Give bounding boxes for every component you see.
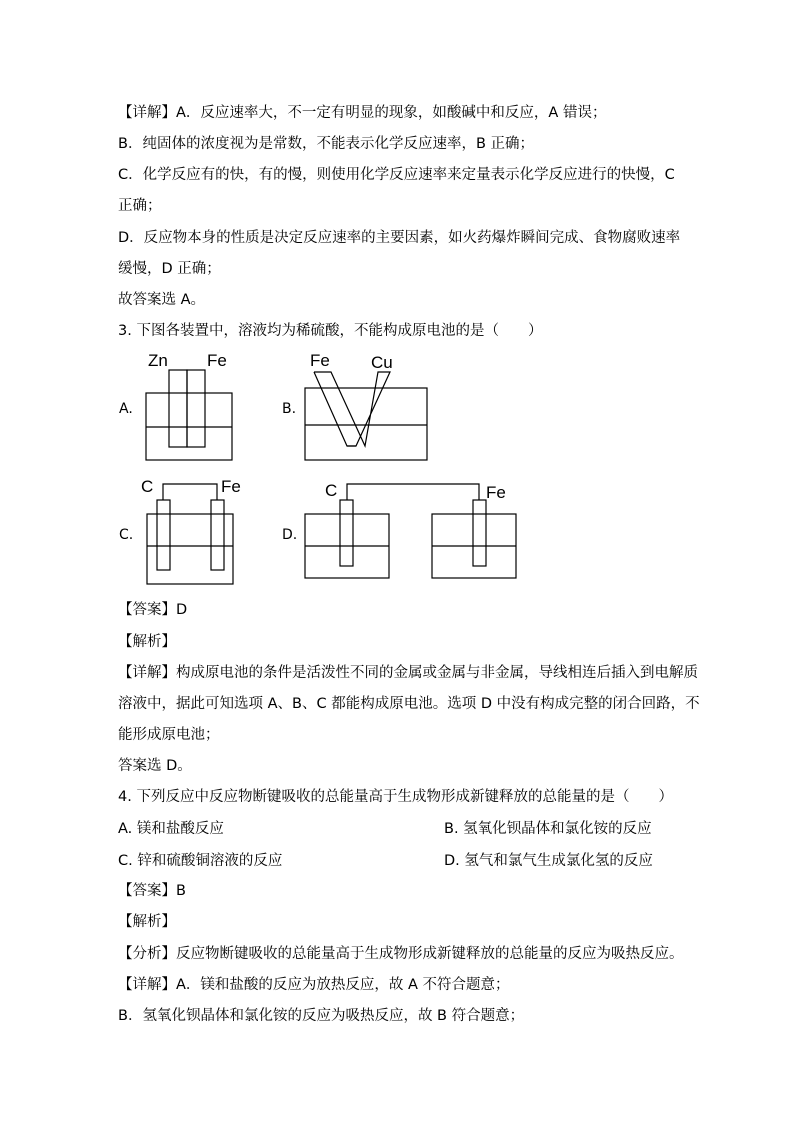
text-line: 【详解】构成原电池的条件是活泼性不同的金属或金属与非金属，导线相连后插入到电解质 [118, 665, 698, 681]
figure-b [305, 351, 427, 460]
q4-option-d: D. 氢气和氯气生成氯化氢的反应 [444, 853, 653, 869]
label-c: C [141, 477, 154, 496]
electrode-c [157, 500, 170, 570]
text-line: 正确； [118, 198, 162, 214]
electrode-fe [187, 370, 205, 447]
figure-d [305, 481, 516, 578]
label-fe: Fe [221, 477, 241, 496]
text-line: 溶液中，据此可知选项 A、B、C 都能构成原电池。选项 D 中没有构成完整的闭合回路，不 [118, 696, 700, 712]
analysis-heading-3: 【解析】 [118, 634, 176, 650]
q4-option-b: B. 氢氧化钡晶体和氯化铵的反应 [444, 821, 652, 837]
text-line: D．反应物本身的性质是决定反应速率的主要因素，如火药爆炸瞬间完成、食物腐败速率 [118, 230, 681, 246]
label-zn: Zn [148, 351, 168, 370]
option-c-label: C. [119, 527, 134, 543]
text-line: 【详解】A．镁和盐酸的反应为放热反应，故 A 不符合题意； [118, 977, 510, 993]
wire [163, 484, 217, 500]
electrode-v [314, 372, 390, 446]
text-line: 能形成原电池； [118, 727, 220, 743]
answer-3: 【答案】D [118, 602, 188, 618]
text-line: B．氢氧化钡晶体和氯化铵的反应为吸热反应，故 B 符合题意； [118, 1008, 525, 1024]
option-a-label: A. [119, 401, 133, 417]
answer-4: 【答案】B [118, 883, 186, 899]
label-fe: Fe [310, 351, 330, 370]
label-fe: Fe [207, 351, 227, 370]
text-line: B．纯固体的浓度视为是常数，不能表示化学反应速率，B 正确； [118, 136, 535, 152]
text-line: 缓慢，D 正确； [118, 261, 221, 277]
text-line: 【分析】反应物断键吸收的总能量高于生成物形成新键释放的总能量的反应为吸热反应。 [118, 946, 684, 962]
label-c: C [325, 481, 338, 500]
figure-c [141, 477, 241, 584]
q4-option-a: A. 镁和盐酸反应 [118, 821, 224, 837]
question-4: 4. 下列反应中反应物断键吸收的总能量高于生成物形成新键释放的总能量的是（ ） [118, 789, 673, 805]
electrode-fe [211, 500, 224, 570]
q4-option-c: C. 锌和硫酸铜溶液的反应 [118, 853, 283, 869]
analysis-heading-4: 【解析】 [118, 914, 176, 930]
electrode-fe [473, 500, 486, 566]
electrode-c [340, 500, 353, 566]
question-3: 3. 下图各装置中，溶液均为稀硫酸，不能构成原电池的是（ ） [118, 323, 543, 339]
option-d-label: D. [282, 527, 298, 543]
text-line: 【详解】A．反应速率大，不一定有明显的现象，如酸碱中和反应，A 错误； [118, 105, 607, 121]
beaker [147, 514, 233, 584]
label-fe: Fe [486, 483, 506, 502]
text-line: C．化学反应有的快，有的慢，则使用化学反应速率来定量表示化学反应进行的快慢，C [118, 167, 675, 183]
option-b-label: B. [282, 401, 297, 417]
text-line: 答案选 D。 [118, 758, 192, 774]
electrode-zn [169, 370, 187, 447]
figure-a [146, 351, 232, 460]
text-line: 故答案选 A。 [118, 292, 206, 308]
label-cu: Cu [371, 353, 393, 372]
wire [347, 484, 479, 500]
